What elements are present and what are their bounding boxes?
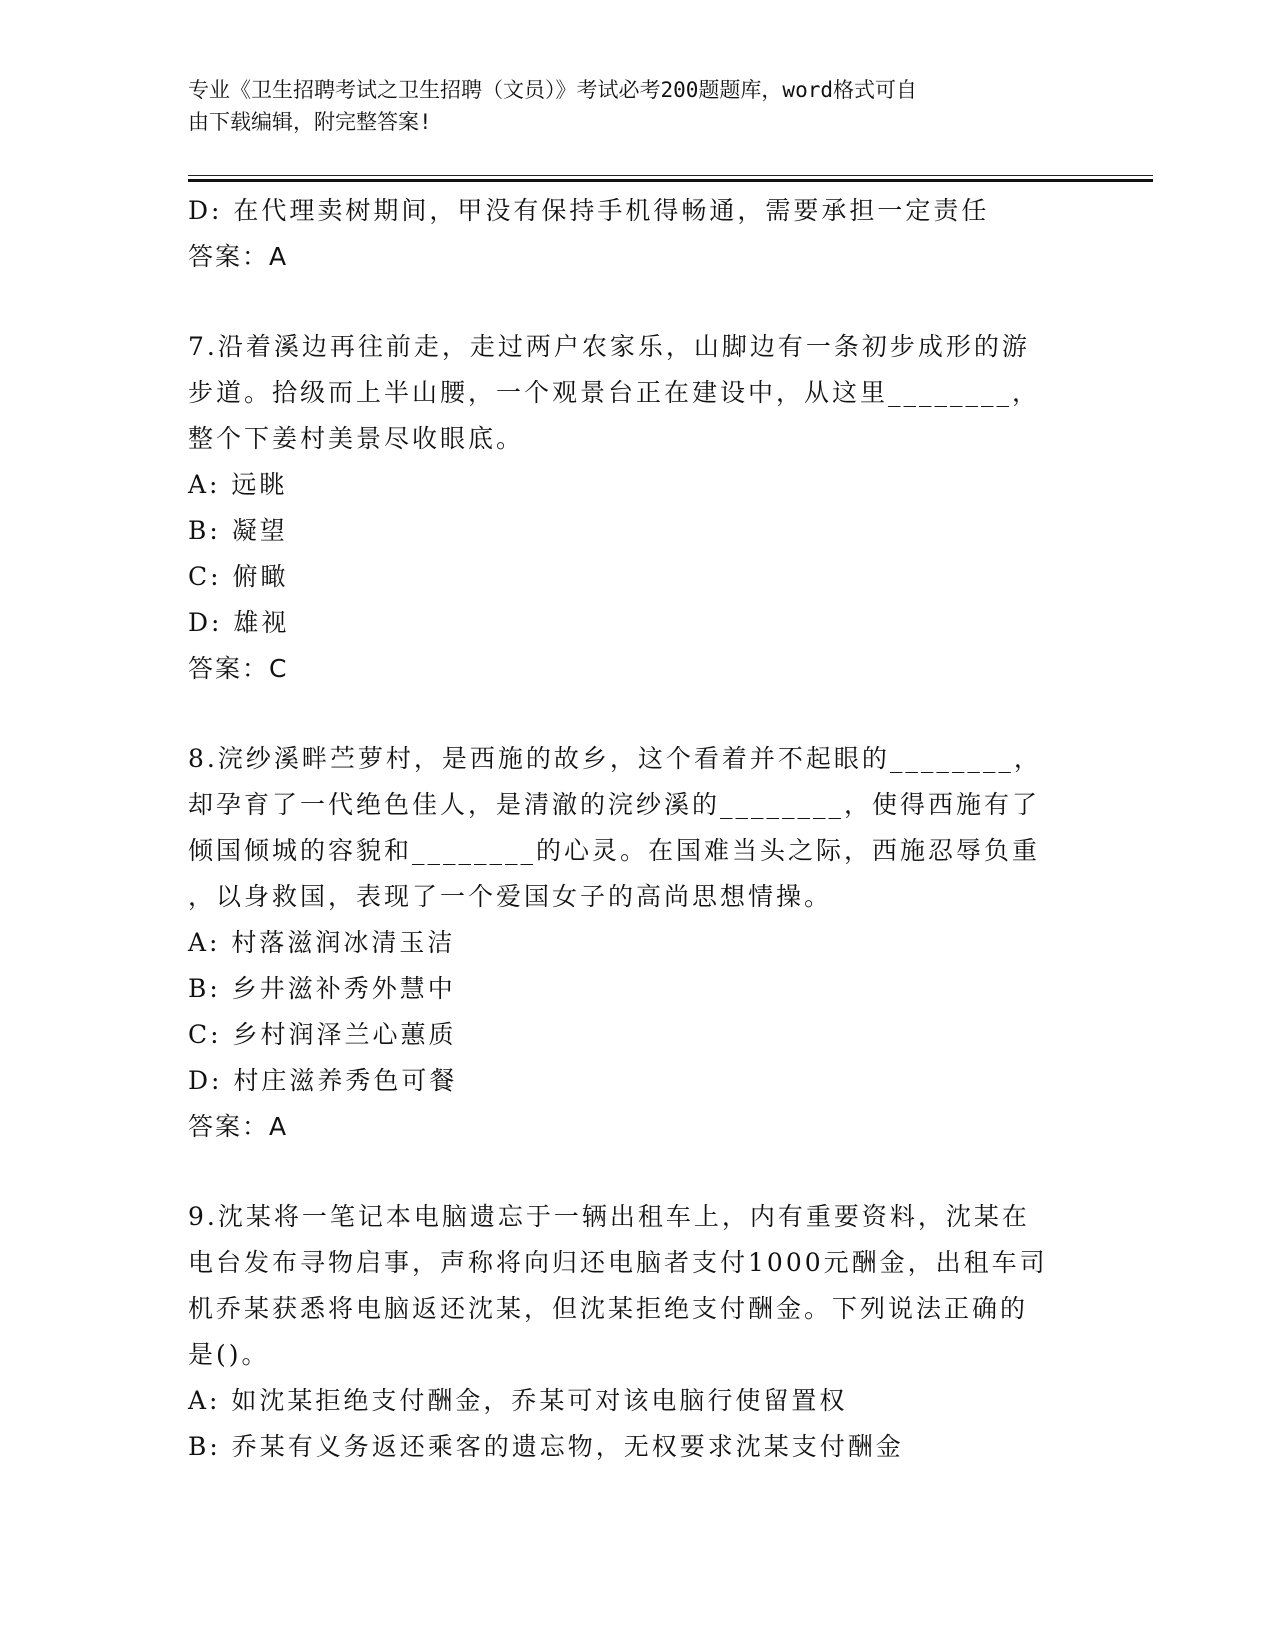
question-text-line: ，以身救国，表现了一个爱国女子的高尚思想情操。 [188,882,833,911]
question-7 [188,324,1088,692]
question-text-line: 步道。拾级而上半山腰，一个观景台正在建设中，从这里________， [188,378,1041,407]
question-text-line: 8.浣纱溪畔苎萝村，是西施的故乡，这个看着并不起眼的________， [188,744,1042,773]
prev-answer: 答案：A [188,242,289,271]
question-text-line: 却孕育了一代绝色佳人，是清澈的浣纱溪的________，使得西施有了 [188,790,1041,819]
header-line-2: 由下载编辑，附完整答案! [188,110,432,134]
answer: 答案：C [188,654,289,683]
question-9 [188,1194,1088,1470]
option-d: D: 雄视 [188,608,290,637]
option-a: A: 远眺 [188,470,288,499]
option-c: C: 乡村润泽兰心蕙质 [188,1020,457,1049]
option-b: B: 凝望 [188,516,288,545]
question-text-line: 整个下姜村美景尽收眼底。 [188,424,525,453]
question-text-line: 电台发布寻物启事，声称将向归还电脑者支付1000元酬金，出租车司 [188,1248,1048,1277]
option-a: A: 村落滋润冰清玉洁 [188,928,456,957]
option-a: A: 如沈某拒绝支付酬金，乔某可对该电脑行使留置权 [188,1386,848,1415]
question-text-line: 机乔某获悉将电脑返还沈某，但沈某拒绝支付酬金。下列说法正确的 [188,1294,1029,1323]
question-text-line: 7.沿着溪边再往前走，走过两户农家乐，山脚边有一条初步成形的游 [188,332,1030,361]
option-c: C: 俯瞰 [188,562,289,591]
option-d: D: 村庄滋养秀色可餐 [188,1066,458,1095]
option-b: B: 乡井滋补秀外慧中 [188,974,456,1003]
document-header [188,74,1068,138]
question-text-line: 是()。 [188,1340,270,1369]
question-8 [188,736,1088,1150]
question-text-line: 9.沈某将一笔记本电脑遗忘于一辆出租车上，内有重要资料，沈某在 [188,1202,1030,1231]
header-rule-thin [188,175,1153,176]
header-line-1: 专业《卫生招聘考试之卫生招聘（文员）》考试必考200题题库，word格式可自 [188,78,917,102]
prev-option-d: D: 在代理卖树期间，甲没有保持手机得畅通，需要承担一定责任 [188,196,990,225]
question-text-line: 倾国倾城的容貌和________的心灵。在国难当头之际，西施忍辱负重 [188,836,1041,865]
document-body [188,188,1088,1470]
answer: 答案：A [188,1112,289,1141]
option-b: B: 乔某有义务返还乘客的遗忘物，无权要求沈某支付酬金 [188,1432,904,1461]
header-rule-thick [188,179,1153,182]
